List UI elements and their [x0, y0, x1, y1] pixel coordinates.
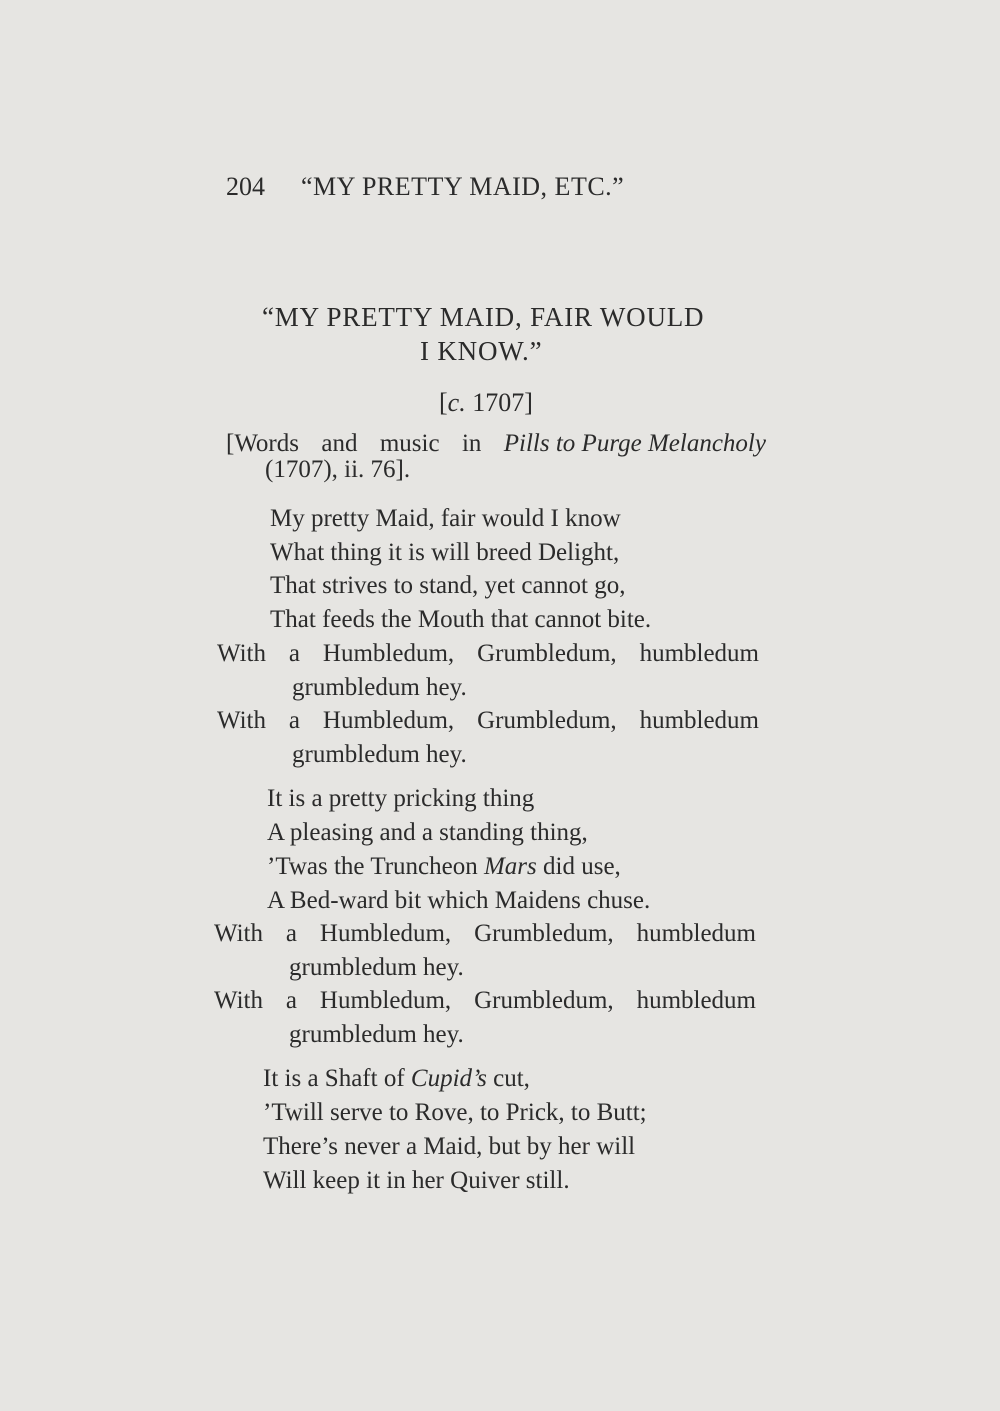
- verse-italic: Cupid’s: [410, 1065, 487, 1092]
- verse-line: [267, 853, 621, 881]
- verse-line: My pretty Maid, fair would I know: [270, 505, 621, 532]
- refrain-word: With: [217, 640, 266, 667]
- refrain-word: a: [288, 707, 301, 734]
- source-note-line-1: [226, 430, 766, 458]
- refrain-line: [217, 707, 759, 735]
- poem-date: [439, 388, 533, 418]
- verse-line: That feeds the Mouth that cannot bite.: [270, 606, 652, 633]
- verse-line: There’s never a Maid, but by her will: [263, 1133, 636, 1160]
- refrain-word: Humbledum,: [319, 920, 452, 947]
- refrain-word: Humbledum,: [322, 707, 455, 734]
- note-word: music: [379, 430, 440, 457]
- refrain-continuation: grumbledum hey.: [292, 741, 467, 768]
- date-bracket: [: [439, 388, 448, 417]
- refrain-word: With: [217, 707, 266, 734]
- refrain-word: humbledum: [636, 987, 756, 1014]
- refrain-word: a: [285, 920, 298, 947]
- verse-text: It is a Shaft of: [263, 1065, 411, 1092]
- verse-italic: Mars: [483, 853, 537, 880]
- refrain-word: a: [285, 987, 298, 1014]
- refrain-continuation: grumbledum hey.: [289, 954, 464, 981]
- refrain-word: Grumbledum,: [477, 640, 617, 667]
- date-circa: c.: [447, 388, 466, 417]
- verse-text: ’Twas the Truncheon: [267, 853, 484, 880]
- verse-line: [263, 1065, 530, 1093]
- refrain-line: [217, 640, 759, 668]
- refrain-word: humbledum: [636, 920, 756, 947]
- poem-title-line-1: “MY PRETTY MAID, FAIR WOULD: [262, 302, 705, 332]
- date-year: 1707]: [465, 388, 533, 417]
- note-word: in: [461, 430, 482, 457]
- refrain-word: Grumbledum,: [474, 920, 614, 947]
- verse-line: ’Twill serve to Rove, to Prick, to Butt;: [263, 1099, 647, 1126]
- page-number: 204: [226, 172, 265, 201]
- refrain-continuation: grumbledum hey.: [289, 1021, 464, 1048]
- refrain-word: Grumbledum,: [477, 707, 617, 734]
- book-title: Pills to Purge Melancholy: [503, 430, 766, 457]
- verse-line: It is a pretty pricking thing: [267, 785, 535, 812]
- verse-line: A Bed-ward bit which Maidens chuse.: [267, 887, 651, 914]
- verse-line: A pleasing and a standing thing,: [267, 819, 588, 846]
- verse-text: did use,: [536, 853, 621, 880]
- refrain-word: With: [214, 987, 263, 1014]
- note-word: and: [321, 430, 358, 457]
- refrain-word: Humbledum,: [322, 640, 455, 667]
- refrain-line: [214, 987, 756, 1015]
- poem-title-line-2: I KNOW.”: [420, 336, 543, 366]
- verse-line: What thing it is will breed Delight,: [270, 539, 620, 566]
- refrain-word: Humbledum,: [319, 987, 452, 1014]
- refrain-line: [214, 920, 756, 948]
- running-head: [226, 172, 624, 202]
- verse-line: Will keep it in her Quiver still.: [263, 1167, 570, 1194]
- refrain-word: humbledum: [639, 640, 759, 667]
- source-note-line-2: (1707), ii. 76].: [265, 456, 411, 483]
- refrain-word: humbledum: [639, 707, 759, 734]
- refrain-word: With: [214, 920, 263, 947]
- note-word: [Words: [226, 430, 299, 457]
- refrain-continuation: grumbledum hey.: [292, 674, 467, 701]
- refrain-word: a: [288, 640, 301, 667]
- verse-text: cut,: [486, 1065, 530, 1092]
- refrain-word: Grumbledum,: [474, 987, 614, 1014]
- verse-line: That strives to stand, yet cannot go,: [270, 572, 626, 599]
- running-title: “MY PRETTY MAID, ETC.”: [301, 172, 625, 201]
